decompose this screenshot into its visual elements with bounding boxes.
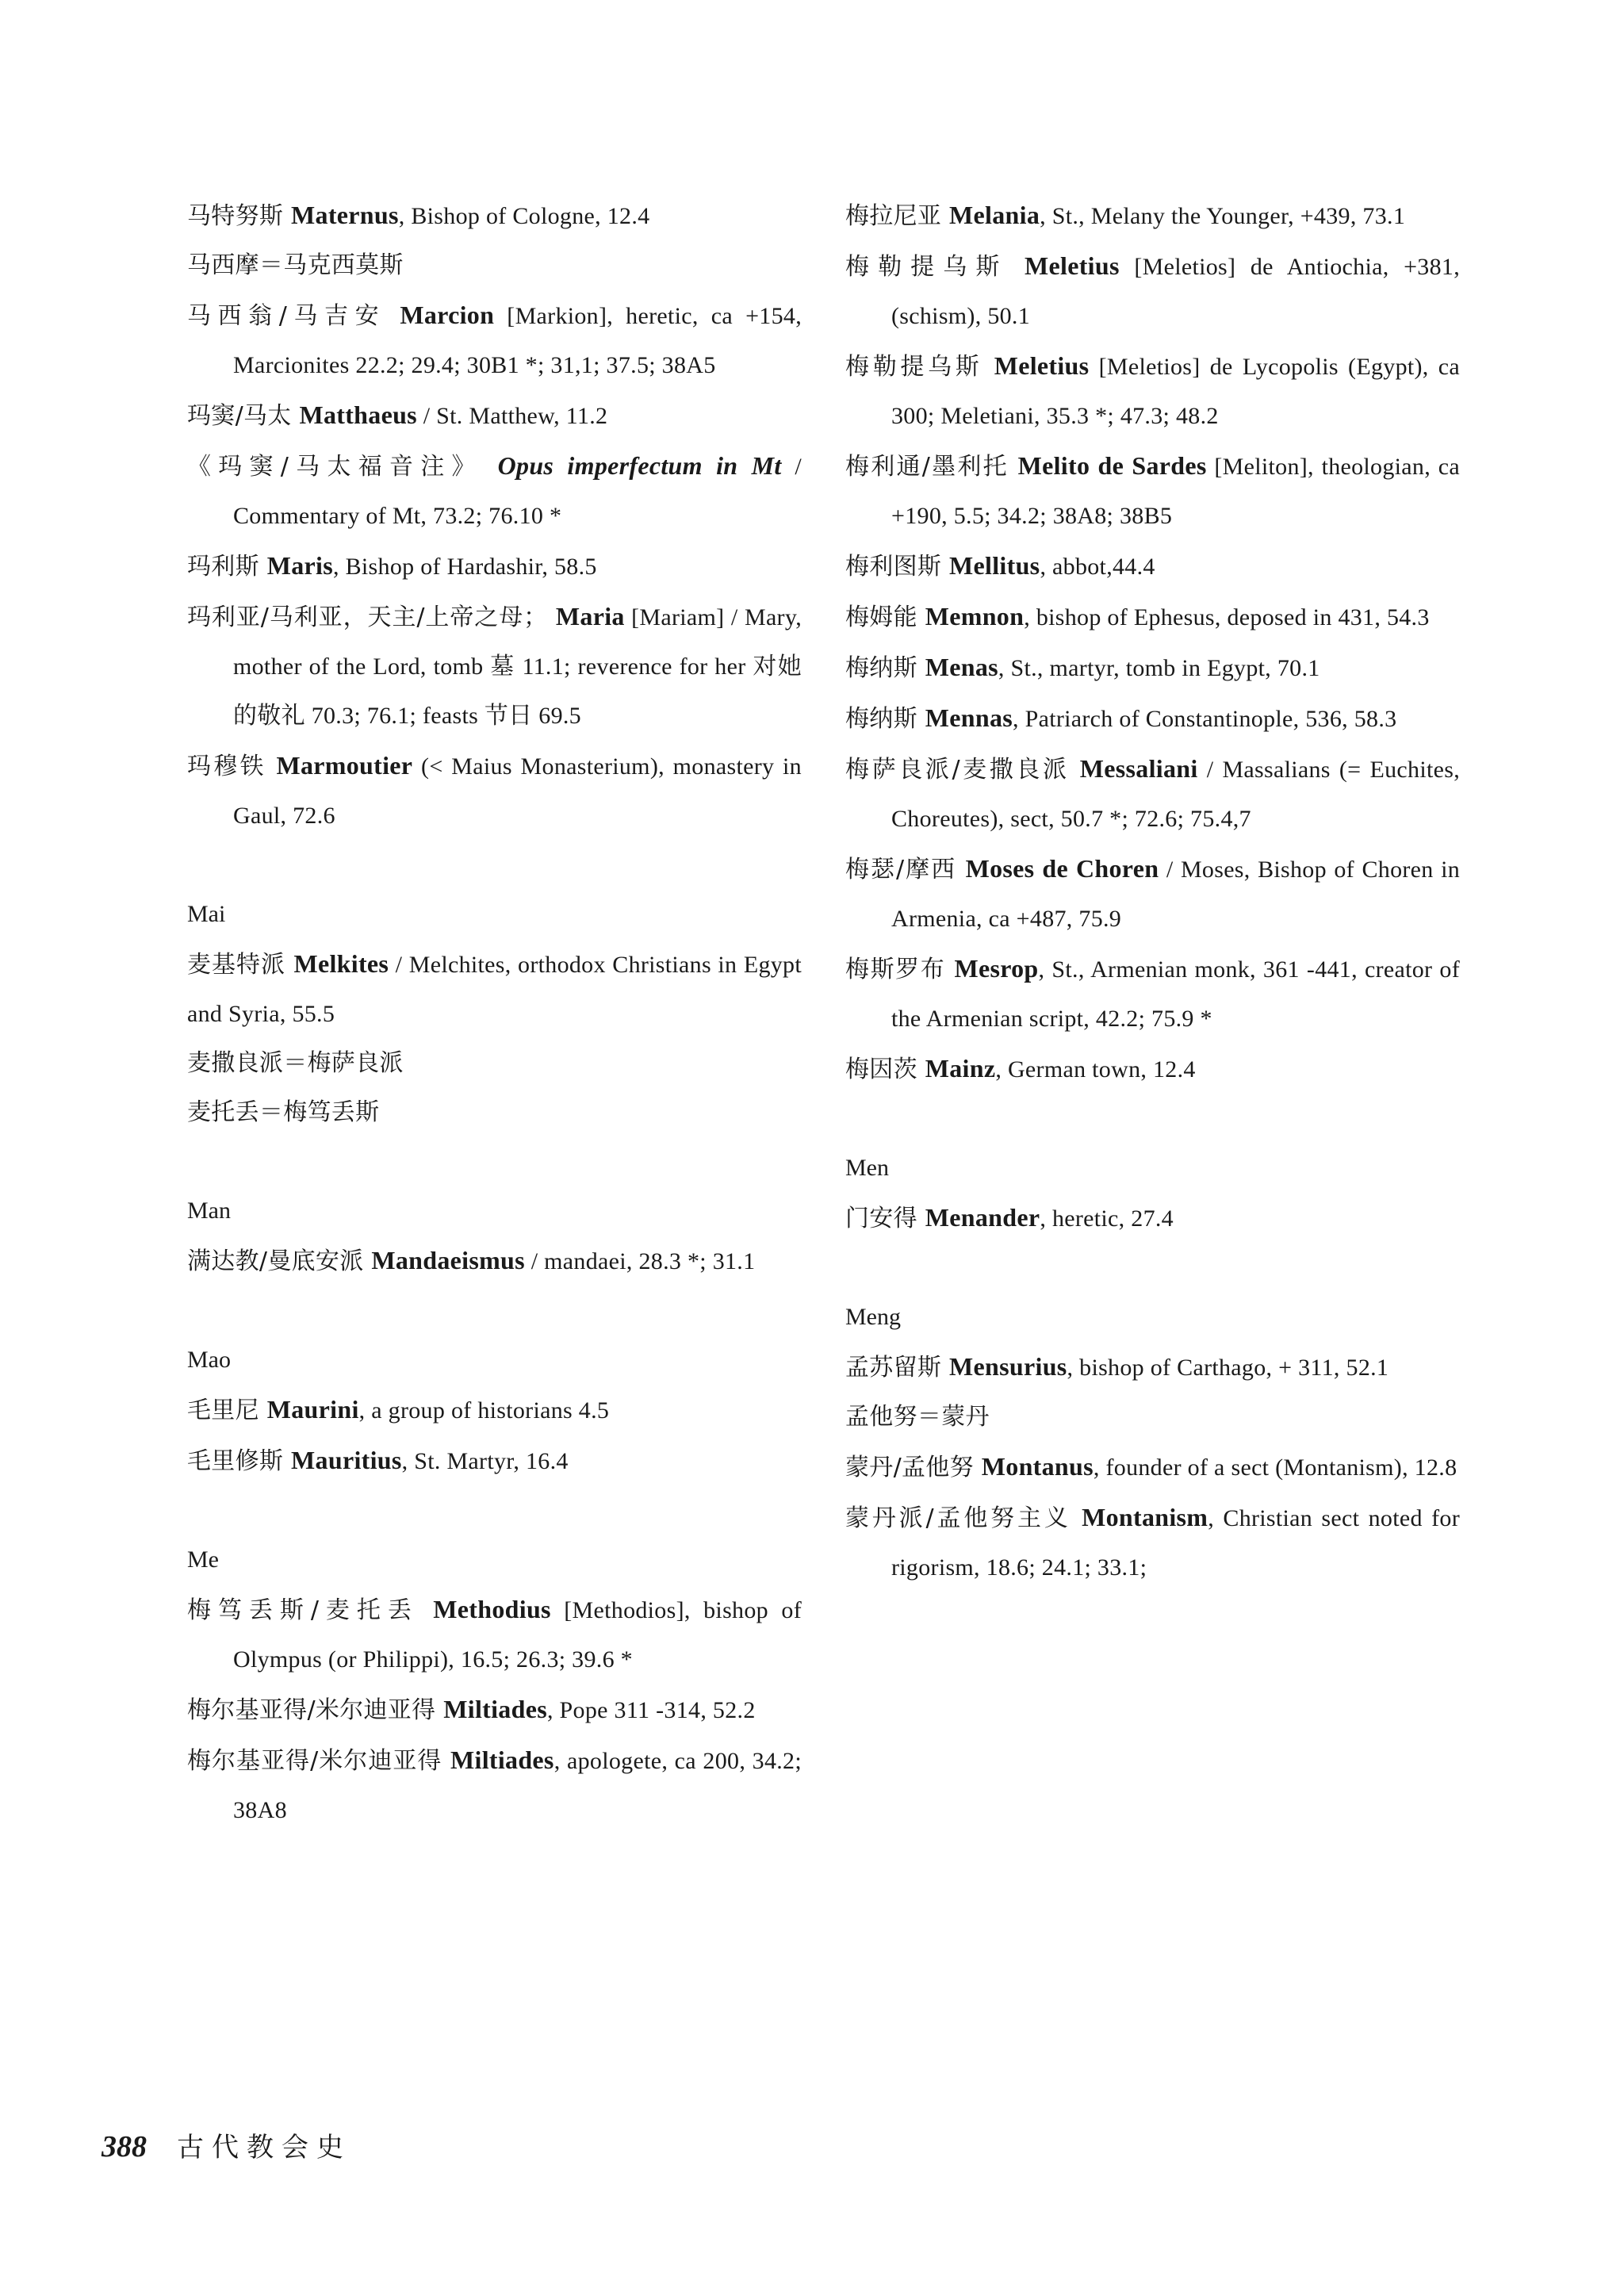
section-spacer [187,841,802,890]
entry-description: , Bishop of Cologne, 12.4 [398,203,650,229]
entry-chinese-term: 满达教/曼底安派 [187,1247,364,1275]
entry-chinese-term: 玛利斯 [187,553,259,581]
index-column-right [845,190,1460,1592]
index-section-heading: Man [187,1198,231,1224]
index-section-heading: Me [187,1546,219,1573]
entry-headword: Matthaeus [299,400,417,429]
index-entry [187,190,802,241]
entry-chinese-term: 马特努斯 [187,202,284,230]
entry-description: , apologete, ca 200, 34.2; 38A8 [233,1748,802,1823]
entry-chinese-term: 梅斯罗布 [845,956,946,983]
entry-headword: Miltiades [443,1695,547,1723]
entry-chinese-term: 麦托丢＝梅笃丢斯 [187,1098,380,1126]
entry-chinese-term: 玛窦/马太 [187,402,292,430]
entry-headword: Memnon [925,602,1025,630]
entry-description: , Bishop of Hardashir, 58.5 [333,554,597,580]
index-entry [845,1193,1460,1244]
entry-chinese-term: 玛利亚/马利亚，天主/上帝之母； [187,604,548,631]
entry-headword: Meletius [1025,251,1120,280]
entry-headword: Marmoutier [276,751,413,780]
entry-description: , bishop of Ephesus, deposed in 431, 54.3 [1024,604,1430,630]
entry-headword: Mesrop [954,954,1039,983]
entry-chinese-term: 蒙丹/孟他努 [845,1454,974,1481]
entry-chinese-term: 梅勒提乌斯 [845,353,983,381]
index-entry [187,1735,802,1835]
entry-chinese-term: 梅纳斯 [845,654,917,682]
index-entry [845,642,1460,693]
entry-description: , St., martyr, tomb in Egypt, 70.1 [998,655,1320,681]
index-entry [187,290,802,390]
entry-chinese-term: 梅勒提乌斯 [845,253,1009,281]
entry-headword: Montanism [1082,1503,1208,1531]
index-section-heading: Men [845,1155,889,1181]
index-column-left [187,190,802,1835]
index-entry [187,441,802,541]
entry-description: / Melchites, orthodox Christians in Egypt and Syria, 55.5 [187,952,802,1027]
entry-description: [Meletios] de Lycopolis (Egypt), ca 300; Meletiani, 35.3 *; 47.3; 48.2 [891,354,1461,429]
entry-description: , a group of historians 4.5 [358,1397,610,1424]
entry-chinese-term: 梅姆能 [845,604,917,631]
entry-headword: Mellitus [949,551,1040,580]
entry-chinese-term: 玛穆铁 [187,753,266,780]
entry-chinese-term: 梅纳斯 [845,705,917,733]
section-spacer [187,1137,802,1186]
entry-description: , German town, 12.4 [995,1056,1196,1083]
entry-chinese-term: 孟苏留斯 [845,1354,942,1382]
entry-chinese-term: 梅笃丢斯/麦托丢 [187,1596,419,1624]
entry-chinese-term: 麦撒良派＝梅萨良派 [187,1049,404,1077]
entry-headword: Maurini [266,1395,359,1424]
entry-description: / Moses, Bishop of Choren in Armenia, ca +487, 75.9 [891,856,1461,932]
page-footer [102,2125,351,2164]
index-entry [845,441,1460,541]
entry-chinese-term: 蒙丹派/孟他努主义 [845,1504,1071,1532]
entry-headword: Miltiades [450,1746,554,1774]
index-entry [187,1039,802,1088]
entry-chinese-term: 马西摩＝马克西莫斯 [187,251,404,279]
index-entry [187,241,802,290]
entry-headword: Maternus [291,201,399,229]
index-entry [845,844,1460,944]
entry-description: , Patriarch of Constantinople, 536, 58.3 [1013,706,1397,732]
index-entry [845,1442,1460,1493]
page-number: 388 [102,2130,147,2163]
entry-headword: Opus imperfectum in Mt [497,451,782,480]
entry-chinese-term: 梅利通/墨利托 [845,453,1009,481]
entry-headword: Mandaeismus [371,1246,525,1274]
entry-chinese-term: 毛里尼 [187,1397,259,1424]
entry-description: [Markion], heretic, ca +154, Marcionites 22.2; 29.4; 30B1 *; 31,1; 37.5; 38A5 [233,303,802,378]
entry-description: / St. Matthew, 11.2 [416,403,608,429]
entry-description: , heretic, 27.4 [1040,1205,1174,1232]
index-section-heading: Mao [187,1347,231,1373]
section-spacer [845,1244,1460,1293]
entry-headword: Maris [266,551,333,580]
entry-headword: Meletius [994,351,1090,380]
index-entry [845,1342,1460,1393]
entry-headword: Mainz [925,1054,996,1083]
entry-chinese-term: 麦基特派 [187,951,285,979]
index-entry [187,1088,802,1137]
index-entry [845,592,1460,642]
index-entry [845,944,1460,1044]
entry-headword: Menas [925,653,998,681]
entry-description: (< Maius Monasterium), monastery in Gaul, 72.6 [233,753,802,829]
entry-chinese-term: 梅利图斯 [845,553,942,581]
entry-headword: Melkites [293,949,389,978]
section-spacer [187,1286,802,1336]
index-entry [187,741,802,841]
index-entry [187,1236,802,1286]
entry-description: , St., Melany the Younger, +439, 73.1 [1040,203,1406,229]
entry-description: / Massalians (= Euchites, Choreutes), sect, 50.7 *; 72.6; 75.4,7 [891,757,1460,832]
entry-description: , St., Armenian monk, 361 -441, creator of the Armenian script, 42.2; 75.9 * [891,956,1461,1032]
entry-headword: Messaliani [1079,754,1198,783]
index-section-heading: Mai [187,901,226,927]
index-entry [187,1385,802,1435]
index-entry [845,541,1460,592]
book-title: 古代教会史 [177,2132,351,2163]
section-spacer [845,1094,1460,1144]
entry-description: [Meliton], theologian, ca +190, 5.5; 34.2; 38A8; 38B5 [891,454,1460,529]
index-entry [845,1393,1460,1442]
index-entry [187,592,802,741]
entry-chinese-term: 《玛窦/马太福音注》 [187,453,483,481]
section-spacer [187,1486,802,1535]
entry-description: , Christian sect noted for rigorism, 18.6; 24.1; 33.1; [891,1505,1460,1581]
index-entry [845,744,1460,844]
entry-headword: Mennas [925,703,1013,732]
entry-headword: Maria [555,602,625,630]
index-entry [845,341,1460,441]
entry-description: , Pope 311 -314, 52.2 [546,1697,756,1723]
entry-headword: Mensurius [949,1352,1067,1381]
index-entry [845,241,1460,341]
entry-headword: Melito de Sardes [1017,451,1207,480]
index-entry [845,1044,1460,1094]
entry-chinese-term: 门安得 [845,1205,917,1232]
index-entry [187,1585,802,1684]
index-entry [187,390,802,441]
entry-description: [Meletios] de Antiochia, +381, (schism), 50.1 [891,254,1460,329]
entry-description: , bishop of Carthago, + 311, 52.1 [1067,1355,1389,1381]
index-entry [845,1493,1460,1592]
index-entry [845,693,1460,744]
index-section-heading: Meng [845,1304,901,1330]
index-entry [845,190,1460,241]
entry-chinese-term: 马西翁/马吉安 [187,302,386,330]
entry-headword: Moses de Choren [965,854,1159,883]
entry-headword: Marcion [400,301,495,329]
index-entry [187,1684,802,1735]
entry-headword: Menander [925,1203,1040,1232]
entry-description: / mandaei, 28.3 *; 31.1 [524,1248,756,1274]
entry-description: , abbot,44.4 [1040,554,1155,580]
entry-headword: Montanus [981,1452,1094,1481]
entry-description: , founder of a sect (Montanism), 12.8 [1093,1454,1457,1481]
entry-chinese-term: 梅因茨 [845,1056,917,1083]
entry-headword: Mauritius [291,1446,402,1474]
index-entry [187,939,802,1039]
entry-headword: Methodius [433,1595,551,1623]
entry-headword: Melania [949,201,1040,229]
entry-description: / Commentary of Mt, 73.2; 76.10 * [233,454,802,529]
entry-description: , St. Martyr, 16.4 [401,1448,569,1474]
entry-chinese-term: 梅拉尼亚 [845,202,942,230]
entry-chinese-term: 梅萨良派/麦撒良派 [845,756,1070,784]
entry-description: [Methodios], bishop of Olympus (or Philippi), 16.5; 26.3; 39.6 * [233,1597,802,1673]
entry-chinese-term: 孟他努＝蒙丹 [845,1403,990,1431]
entry-description: [Mariam] / Mary, mother of the Lord, tomb 墓 11.1; reverence for her 对她的敬礼 70.3; 76.1; feasts 节日 69.5 [233,604,802,729]
entry-chinese-term: 梅瑟/摩西 [845,856,957,883]
entry-chinese-term: 毛里修斯 [187,1447,284,1475]
entry-chinese-term: 梅尔基亚得/米尔迪亚得 [187,1696,436,1724]
index-entry [187,541,802,592]
entry-chinese-term: 梅尔基亚得/米尔迪亚得 [187,1747,442,1775]
index-entry [187,1435,802,1486]
